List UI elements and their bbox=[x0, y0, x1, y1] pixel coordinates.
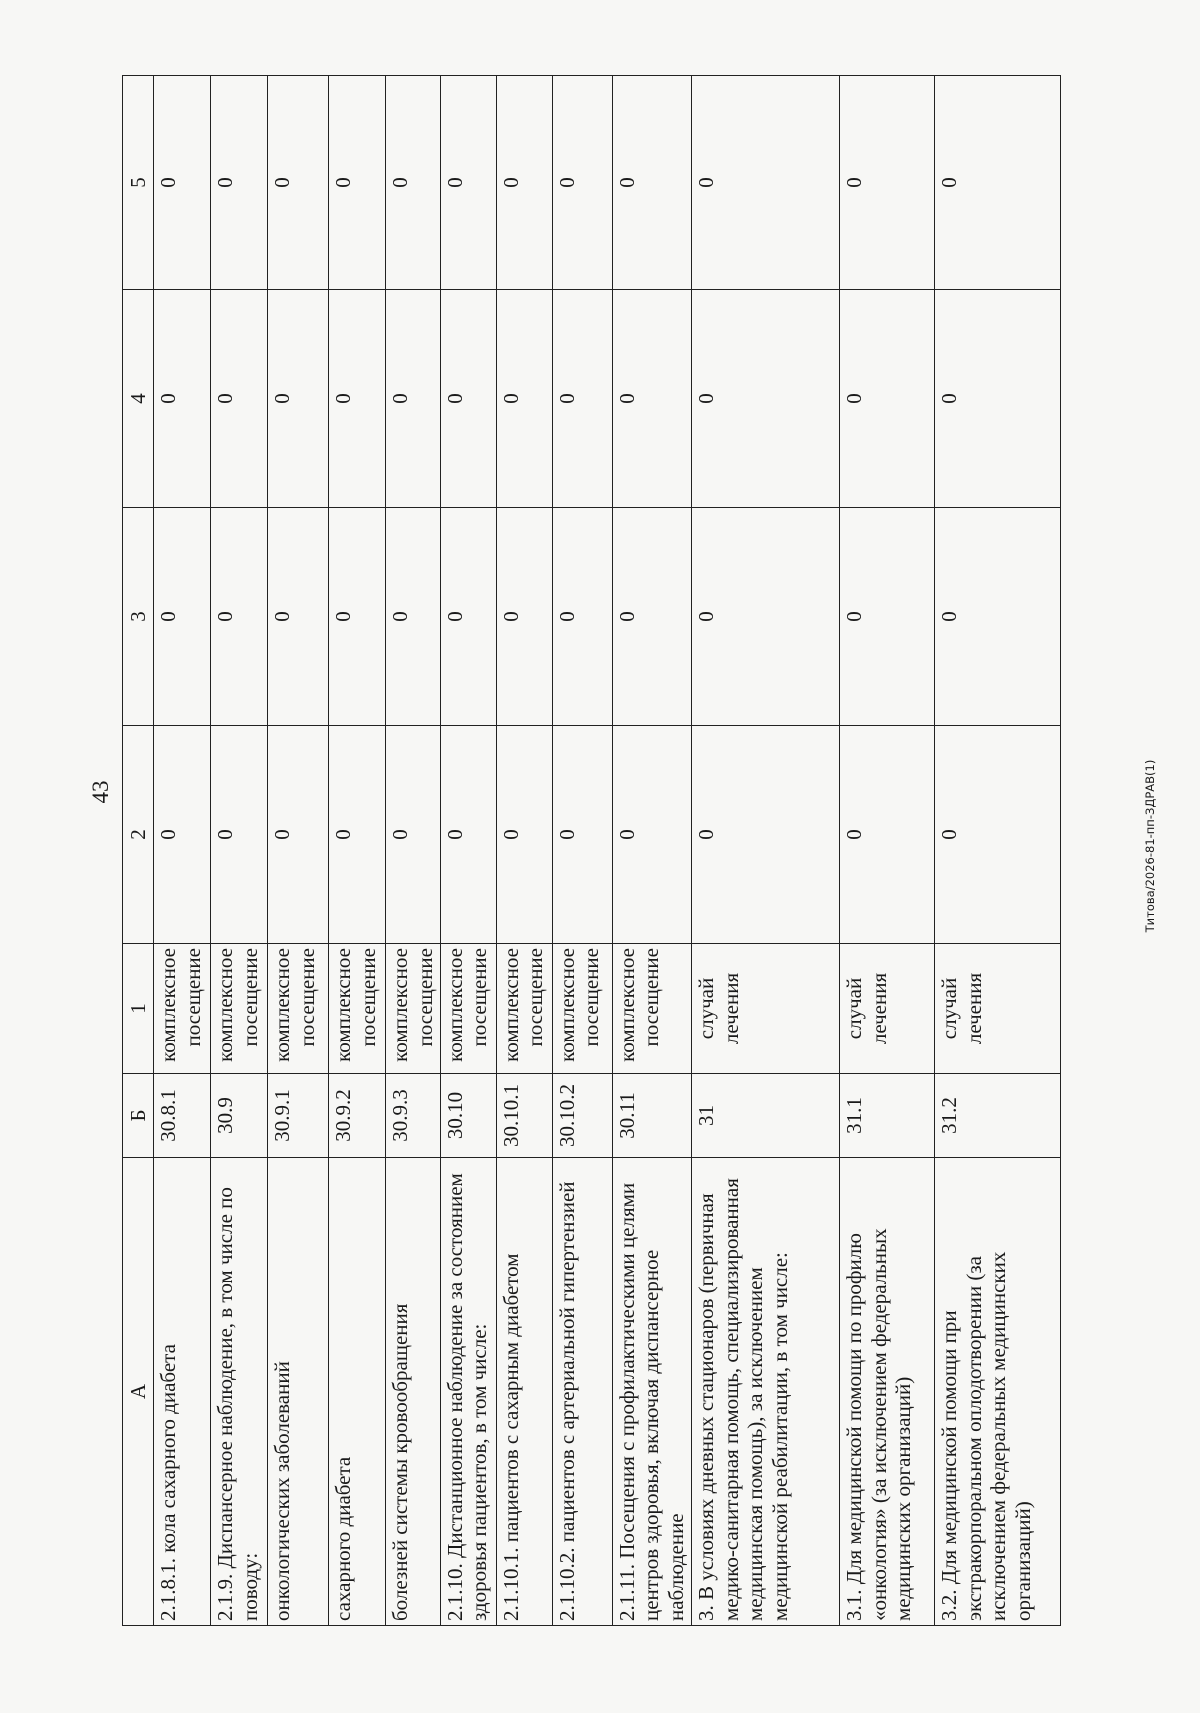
row-col5: 0 bbox=[552, 76, 612, 290]
row-unit: комплексное посещение bbox=[329, 944, 386, 1074]
row-name: онкологических заболеваний bbox=[268, 1158, 329, 1626]
row-col4: 0 bbox=[496, 290, 552, 508]
row-col3: 0 bbox=[268, 508, 329, 726]
table-row bbox=[839, 76, 934, 1626]
row-col2: 0 bbox=[612, 726, 691, 944]
row-col2: 0 bbox=[211, 726, 268, 944]
row-code: 31.1 bbox=[839, 1074, 934, 1158]
header-cell-5: 5 bbox=[123, 76, 154, 290]
row-col3: 0 bbox=[839, 508, 934, 726]
row-code: 30.9.1 bbox=[268, 1074, 329, 1158]
row-unit: комплексное посещение bbox=[211, 944, 268, 1074]
table-row bbox=[329, 76, 386, 1626]
row-code: 30.9 bbox=[211, 1074, 268, 1158]
row-col3: 0 bbox=[440, 508, 496, 726]
row-unit: случай лечения bbox=[839, 944, 934, 1074]
row-name: 2.1.10.1. пациентов с сахарным диабетом bbox=[496, 1158, 552, 1626]
row-unit: комплексное посещение bbox=[612, 944, 691, 1074]
row-name: 2.1.10. Дистанционное наблюдение за состоянием здоровья пациентов, в том числе: bbox=[440, 1158, 496, 1626]
row-col2: 0 bbox=[440, 726, 496, 944]
row-col3: 0 bbox=[934, 508, 1060, 726]
header-cell-4: 4 bbox=[123, 290, 154, 508]
header-cell-a: А bbox=[123, 1158, 154, 1626]
row-col3: 0 bbox=[154, 508, 211, 726]
row-col2: 0 bbox=[691, 726, 839, 944]
row-col2: 0 bbox=[496, 726, 552, 944]
row-code: 30.11 bbox=[612, 1074, 691, 1158]
row-name: 2.1.8.1. кола сахарного диабета bbox=[154, 1158, 211, 1626]
row-unit: комплексное посещение bbox=[496, 944, 552, 1074]
row-col2: 0 bbox=[154, 726, 211, 944]
row-col4: 0 bbox=[612, 290, 691, 508]
row-col5: 0 bbox=[329, 76, 386, 290]
row-col3: 0 bbox=[211, 508, 268, 726]
row-col4: 0 bbox=[934, 290, 1060, 508]
page-number: 43 bbox=[88, 780, 113, 804]
row-col5: 0 bbox=[268, 76, 329, 290]
table-row bbox=[211, 76, 268, 1626]
row-col3: 0 bbox=[329, 508, 386, 726]
row-col3: 0 bbox=[691, 508, 839, 726]
header-cell-3: 3 bbox=[123, 508, 154, 726]
table-body bbox=[154, 76, 1061, 1626]
row-col2: 0 bbox=[268, 726, 329, 944]
row-unit: комплексное посещение bbox=[552, 944, 612, 1074]
row-col2: 0 bbox=[934, 726, 1060, 944]
row-name: 3.2. Для медицинской помощи при экстракорпоральном оплодотворении (за исключением федеральных медицинских организаций) bbox=[934, 1158, 1060, 1626]
row-col5: 0 bbox=[154, 76, 211, 290]
row-col5: 0 bbox=[839, 76, 934, 290]
row-col2: 0 bbox=[839, 726, 934, 944]
row-unit: комплексное посещение bbox=[440, 944, 496, 1074]
row-col4: 0 bbox=[211, 290, 268, 508]
table-row bbox=[440, 76, 496, 1626]
table-row bbox=[612, 76, 691, 1626]
table-row bbox=[154, 76, 211, 1626]
row-col5: 0 bbox=[691, 76, 839, 290]
row-unit: случай лечения bbox=[934, 944, 1060, 1074]
row-col3: 0 bbox=[496, 508, 552, 726]
row-col3: 0 bbox=[552, 508, 612, 726]
row-col4: 0 bbox=[691, 290, 839, 508]
row-name: болезней системы кровообращения bbox=[386, 1158, 441, 1626]
row-col2: 0 bbox=[552, 726, 612, 944]
data-table bbox=[122, 75, 1061, 1626]
row-unit: случай лечения bbox=[691, 944, 839, 1074]
rotated-table-container bbox=[122, 76, 1122, 1626]
row-name: 2.1.9. Диспансерное наблюдение, в том числе по поводу: bbox=[211, 1158, 268, 1626]
row-col5: 0 bbox=[612, 76, 691, 290]
row-col3: 0 bbox=[386, 508, 441, 726]
document-reference-code: Титова/2026-81-пп-ЗДРАВ(1) bbox=[1143, 759, 1157, 933]
table-row bbox=[268, 76, 329, 1626]
row-name: 3.1. Для медицинской помощи по профилю «онкология» (за исключением федеральных медицинских организаций) bbox=[839, 1158, 934, 1626]
table-row bbox=[496, 76, 552, 1626]
row-col5: 0 bbox=[934, 76, 1060, 290]
row-code: 30.10.2 bbox=[552, 1074, 612, 1158]
table-row bbox=[386, 76, 441, 1626]
header-cell-2: 2 bbox=[123, 726, 154, 944]
header-row bbox=[123, 76, 154, 1626]
row-col2: 0 bbox=[329, 726, 386, 944]
row-col5: 0 bbox=[496, 76, 552, 290]
row-code: 31.2 bbox=[934, 1074, 1060, 1158]
row-col5: 0 bbox=[386, 76, 441, 290]
row-name: 2.1.11. Посещения с профилактическими целями центров здоровья, включая диспансерное наблюдение bbox=[612, 1158, 691, 1626]
row-col4: 0 bbox=[440, 290, 496, 508]
table-row bbox=[552, 76, 612, 1626]
header-cell-b: Б bbox=[123, 1074, 154, 1158]
header-cell-1: 1 bbox=[123, 944, 154, 1074]
row-unit: комплексное посещение bbox=[154, 944, 211, 1074]
row-col5: 0 bbox=[211, 76, 268, 290]
row-code: 31 bbox=[691, 1074, 839, 1158]
row-name: сахарного диабета bbox=[329, 1158, 386, 1626]
row-code: 30.9.2 bbox=[329, 1074, 386, 1158]
row-col2: 0 bbox=[386, 726, 441, 944]
row-name: 3. В условиях дневных стационаров (первичная медико-санитарная помощь, специализированная медицинская помощь), за исключением медицинской реабилитации, в том числе: bbox=[691, 1158, 839, 1626]
row-col4: 0 bbox=[154, 290, 211, 508]
row-col5: 0 bbox=[440, 76, 496, 290]
row-col4: 0 bbox=[268, 290, 329, 508]
row-name: 2.1.10.2. пациентов с артериальной гипертензией bbox=[552, 1158, 612, 1626]
rotated-table-frame bbox=[122, 76, 1122, 1626]
row-col3: 0 bbox=[612, 508, 691, 726]
table-row bbox=[934, 76, 1060, 1626]
row-unit: комплексное посещение bbox=[268, 944, 329, 1074]
row-unit: комплексное посещение bbox=[386, 944, 441, 1074]
row-code: 30.10.1 bbox=[496, 1074, 552, 1158]
row-code: 30.10 bbox=[440, 1074, 496, 1158]
row-code: 30.8.1 bbox=[154, 1074, 211, 1158]
row-col4: 0 bbox=[329, 290, 386, 508]
row-code: 30.9.3 bbox=[386, 1074, 441, 1158]
row-col4: 0 bbox=[839, 290, 934, 508]
row-col4: 0 bbox=[552, 290, 612, 508]
row-col4: 0 bbox=[386, 290, 441, 508]
table-row bbox=[691, 76, 839, 1626]
